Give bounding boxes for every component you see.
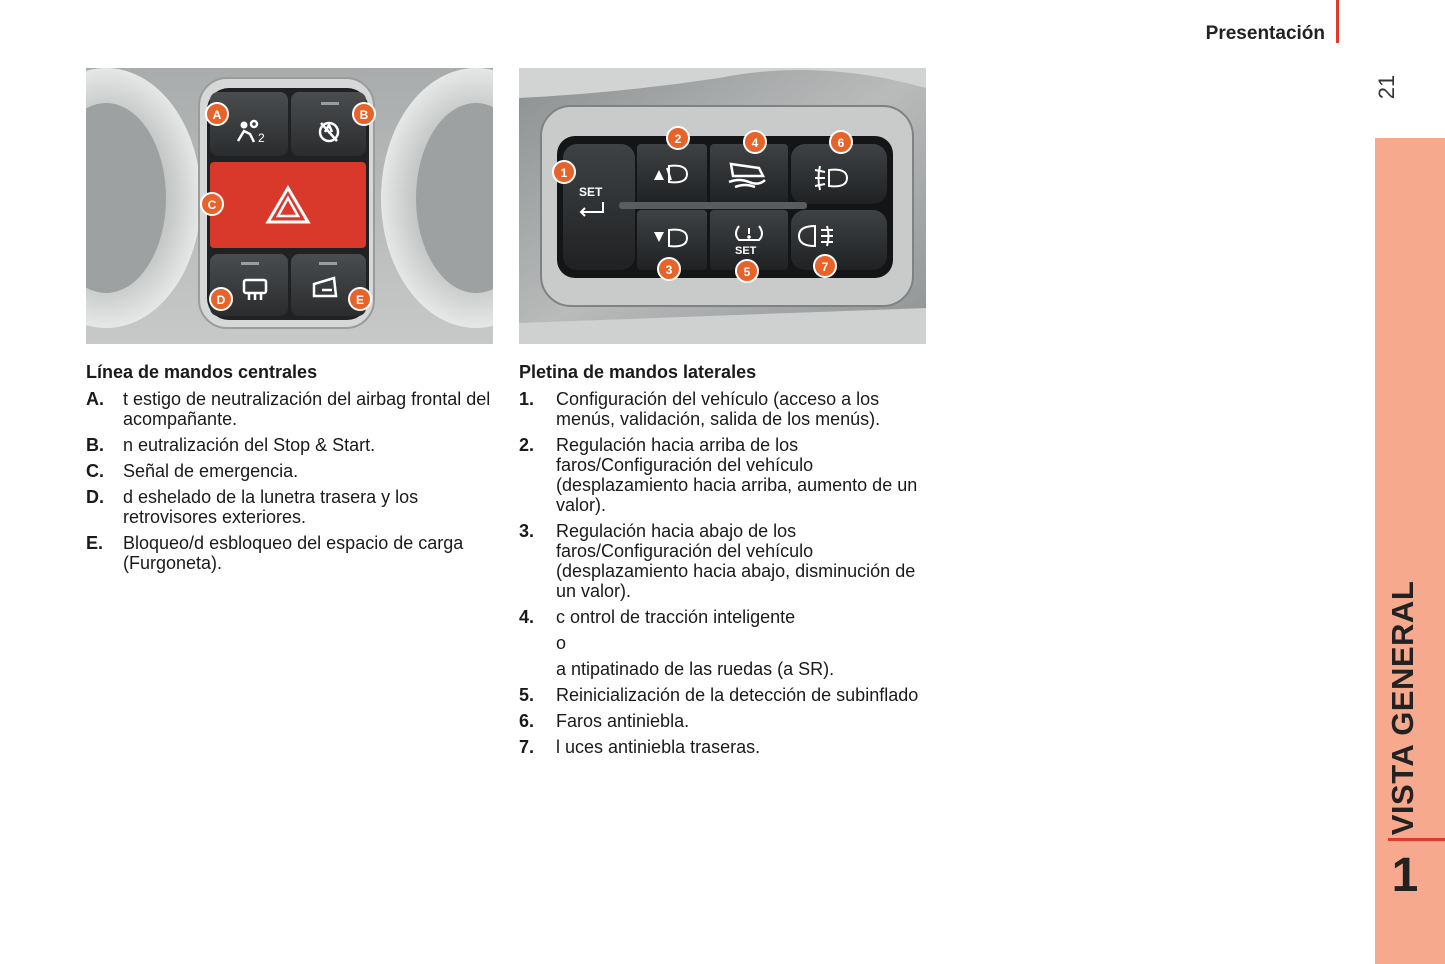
legend-item-E [86, 533, 496, 573]
legend-text: Señal de emergencia. [123, 461, 299, 481]
lateral-controls-photo [519, 68, 926, 344]
callout-6 [830, 131, 852, 153]
legend-text: n eutralización del Stop & Start. [123, 435, 376, 455]
svg-text:7: 7 [821, 260, 829, 274]
legend-item-4-or: o [556, 633, 567, 653]
rear-fog-button [791, 210, 887, 270]
callout-3 [658, 258, 680, 280]
svg-text:C: C [207, 198, 217, 212]
callout-1 [553, 161, 575, 183]
callout-2 [667, 127, 689, 149]
legend-key: C. [86, 461, 104, 481]
legend-key: E. [86, 533, 104, 553]
svg-text:5: 5 [743, 265, 751, 279]
tyre-set-label: SET [735, 245, 757, 257]
callout-D [210, 288, 232, 310]
legend-text: d eshelado de la lunetra trasera y los retrovisores exteriores. [123, 487, 419, 527]
legend-item-4-alt: a ntipatinado de las ruedas (a SR). [556, 659, 835, 679]
legend-key: A. [86, 389, 104, 409]
section-label [1373, 580, 1433, 836]
section-number: 1 [1391, 849, 1419, 902]
legend-item-7 [519, 737, 929, 757]
legend-key: 1. [519, 389, 535, 409]
header-rule [1336, 0, 1339, 43]
svg-text:E: E [355, 293, 365, 307]
legend-text: Faros antiniebla. [556, 711, 690, 731]
legend-item-4 [519, 607, 929, 627]
legend-item-5 [519, 685, 929, 705]
svg-text:3: 3 [665, 263, 673, 277]
legend-text: Regulación hacia abajo de los faros/Configuración del vehículo (desplazamiento hacia abajo, disminución de un valor). [556, 521, 916, 601]
legend-item-1 [519, 389, 929, 429]
lateral-controls-legend [519, 362, 929, 763]
lateral-controls-heading: Pletina de mandos laterales [519, 362, 757, 382]
svg-text:2: 2 [674, 132, 682, 146]
legend-key: 7. [519, 737, 535, 757]
legend-item-B [86, 435, 496, 455]
legend-item-D [86, 487, 496, 527]
legend-text: Bloqueo/d esbloqueo del espacio de carga (Furgoneta). [123, 533, 464, 573]
callout-A [206, 103, 228, 125]
legend-text: c ontrol de tracción inteligente [556, 607, 796, 627]
legend-text: Regulación hacia arriba de los faros/Configuración del vehículo (desplazamiento hacia arriba, aumento de un valor). [556, 435, 918, 515]
page-number: 21 [1374, 74, 1399, 100]
callout-C [201, 193, 223, 215]
headlamp-up-button [637, 144, 707, 204]
svg-text:B: B [359, 108, 369, 122]
legend-key: 4. [519, 607, 535, 627]
set-label: SET [579, 185, 603, 199]
callout-E [349, 288, 371, 310]
legend-item-C [86, 461, 496, 481]
legend-key: 6. [519, 711, 535, 731]
svg-text:A: A [212, 108, 222, 122]
traction-control-button [710, 144, 788, 204]
legend-key: B. [86, 435, 104, 455]
section-rule [1388, 838, 1445, 841]
legend-text: Configuración del vehículo (acceso a los menús, validación, salida de los menús). [556, 389, 881, 429]
legend-key: D. [86, 487, 104, 507]
legend-item-A [86, 389, 496, 429]
callout-4 [744, 131, 766, 153]
hazard-button [207, 162, 366, 248]
section-label-text: VISTA GENERAL [1385, 580, 1420, 836]
svg-text:D: D [216, 293, 226, 307]
legend-text: t estigo de neutralización del airbag frontal del acompañante. [123, 389, 491, 429]
callout-B [353, 103, 375, 125]
header-title: Presentación [1205, 23, 1325, 44]
legend-key: 2. [519, 435, 535, 455]
svg-text:6: 6 [837, 136, 845, 150]
svg-text:4: 4 [751, 136, 759, 150]
callout-5 [736, 260, 758, 282]
central-controls-legend [86, 362, 496, 579]
central-controls-photo [86, 68, 493, 344]
legend-item-6 [519, 711, 929, 731]
legend-key: 3. [519, 521, 535, 541]
legend-text: l uces antiniebla traseras. [556, 737, 761, 757]
legend-item-3 [519, 521, 929, 601]
callout-7 [814, 255, 836, 277]
legend-key: 5. [519, 685, 535, 705]
legend-text: Reinicialización de la detección de subinflado [556, 685, 919, 705]
legend-item-2 [519, 435, 929, 515]
central-controls-heading: Línea de mandos centrales [86, 362, 318, 382]
svg-text:1: 1 [560, 166, 568, 180]
airbag-off-number: 2 [258, 131, 265, 145]
